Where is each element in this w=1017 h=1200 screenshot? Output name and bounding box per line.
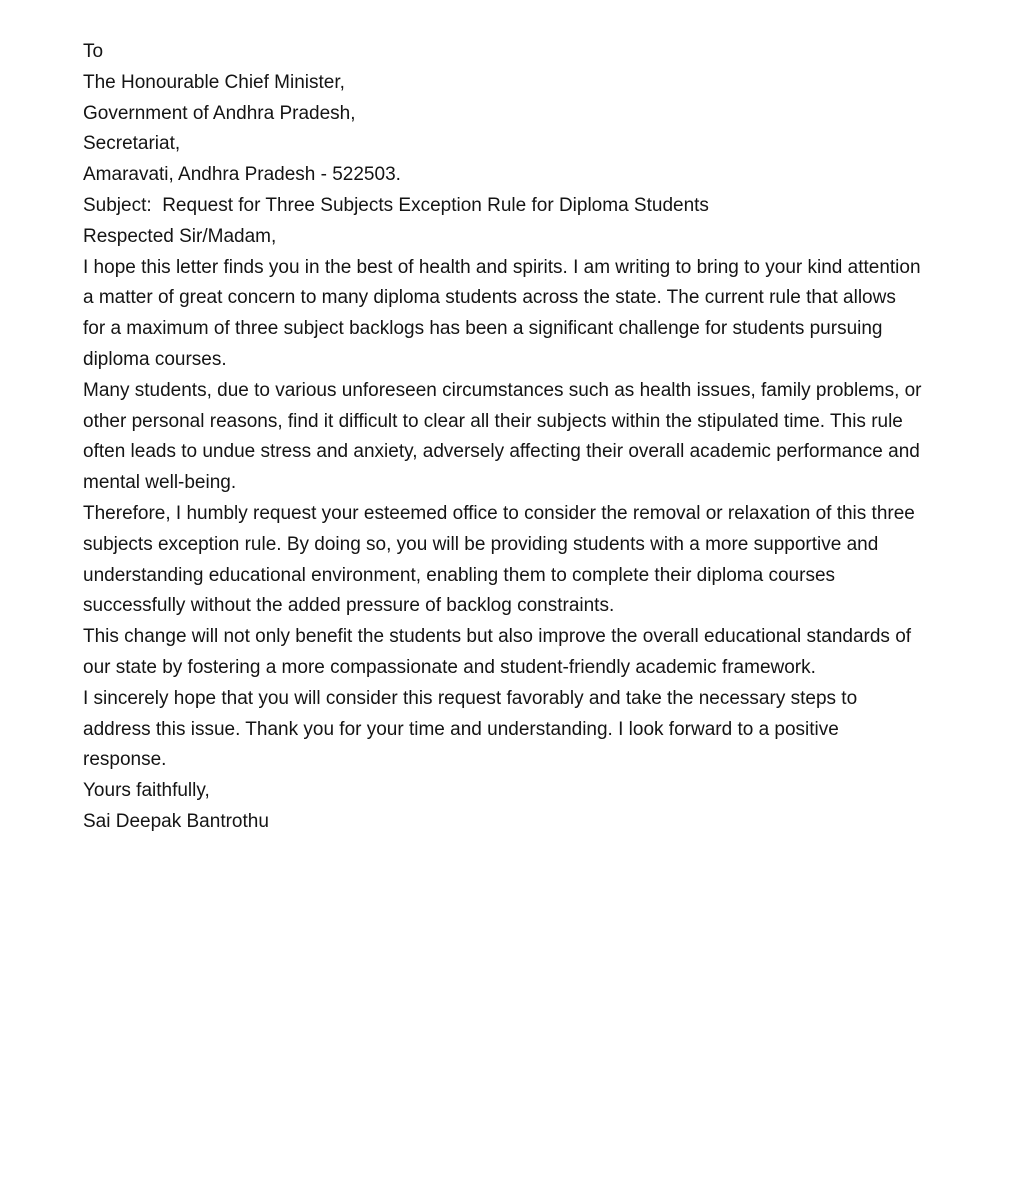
subject-line: Subject: Request for Three Subjects Exception Rule for Diploma Students bbox=[83, 194, 709, 216]
recipient-title: The Honourable Chief Minister, bbox=[83, 71, 345, 93]
letter-body bbox=[83, 37, 923, 838]
body-paragraph-1: I hope this letter finds you in the best of health and spirits. I am writing to bring to your kind attention a matter of great concern to many diploma students across the state. The current rule that allows for a maximum of three subject backlogs has been a significant challenge for students pursuing diploma courses. bbox=[83, 256, 921, 370]
recipient-government: Government of Andhra Pradesh, bbox=[83, 102, 356, 124]
body-paragraph-3: Therefore, I humbly request your esteemed office to consider the removal or relaxation of this three subjects exception rule. By doing so, you will be providing students with a more supportive and understanding educational environment, enabling them to complete their diploma courses successfully without the added pressure of backlog constraints. bbox=[83, 502, 915, 617]
signature-name: Sai Deepak Bantrothu bbox=[83, 810, 269, 832]
body-paragraph-2: Many students, due to various unforeseen circumstances such as health issues, family problems, or other personal reasons, find it difficult to clear all their subjects within the stipulated time. This rule often leads to undue stress and anxiety, adversely affecting their overall academic performance and mental well-being. bbox=[83, 379, 922, 494]
recipient-office: Secretariat, bbox=[83, 133, 181, 155]
to-line: To bbox=[83, 41, 104, 62]
body-paragraph-5: I sincerely hope that you will consider this request favorably and take the necessary steps to address this issue. Thank you for your time and understanding. I look forward to a positive response. bbox=[83, 687, 858, 771]
body-paragraph-4: This change will not only benefit the students but also improve the overall educational standards of our state by fostering a more compassionate and student-friendly academic framework. bbox=[83, 626, 912, 678]
recipient-address: Amaravati, Andhra Pradesh - 522503. bbox=[83, 164, 401, 186]
closing-line: Yours faithfully, bbox=[83, 780, 210, 802]
salutation: Respected Sir/Madam, bbox=[83, 225, 277, 247]
